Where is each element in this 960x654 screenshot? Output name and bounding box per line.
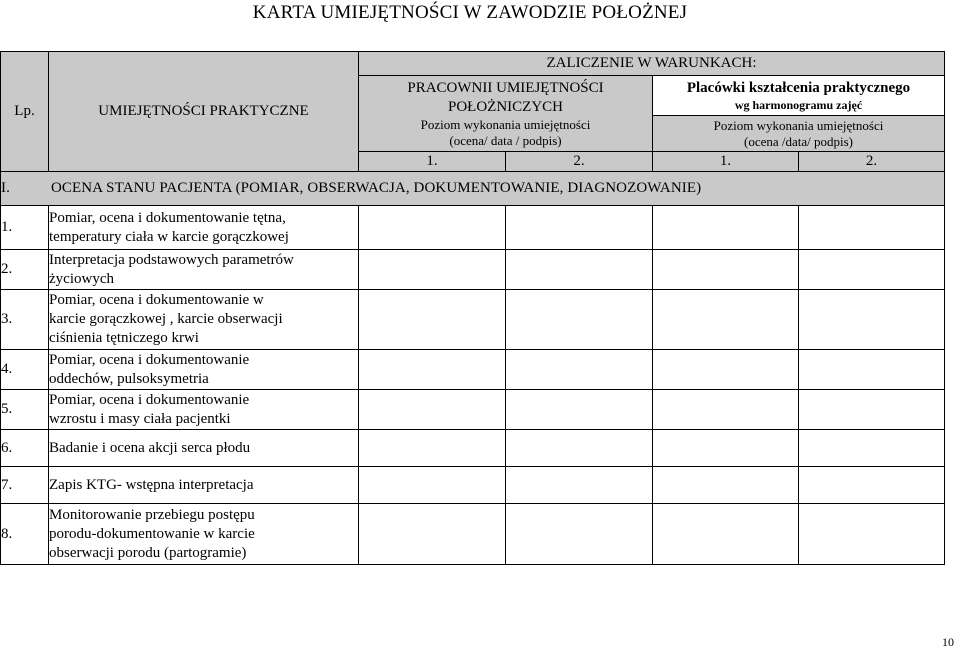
- placowki-title: Placówki kształcenia praktycznego: [686, 80, 911, 96]
- level-1-pracownia: 1.: [359, 152, 506, 172]
- skill-line: Pomiar, ocena i dokumentowanie: [49, 391, 250, 408]
- grade-cell[interactable]: [506, 430, 653, 467]
- skill-line: Pomiar, ocena i dokumentowanie w: [49, 292, 264, 308]
- grade-cell[interactable]: [799, 467, 945, 504]
- section-roman: I.: [1, 180, 10, 196]
- grade-cell[interactable]: [506, 250, 653, 290]
- placowki-level-1: Poziom wykonania umiejętności: [713, 117, 884, 133]
- skill-line: Badanie i ocena akcji serca płodu: [49, 439, 251, 456]
- grade-cell[interactable]: [359, 467, 506, 504]
- row-index: 1.: [1, 206, 49, 250]
- skill-cell: [49, 390, 359, 430]
- grade-cell[interactable]: [653, 250, 799, 290]
- pracownia-title-1: PRACOWNII UMIEJĘTNOŚCI: [407, 79, 604, 96]
- grade-cell[interactable]: [506, 504, 653, 565]
- pracownia-header: [359, 76, 653, 152]
- skill-line: oddechów, pulsoksymetria: [49, 370, 209, 387]
- grade-cell[interactable]: [799, 430, 945, 467]
- skill-cell: [49, 504, 359, 565]
- skill-cell: [49, 250, 359, 290]
- grade-cell[interactable]: [359, 206, 506, 250]
- grade-cell[interactable]: [799, 390, 945, 430]
- table-row: [1, 504, 945, 565]
- skill-line: Pomiar, ocena i dokumentowanie: [49, 351, 250, 368]
- grade-cell[interactable]: [799, 206, 945, 250]
- row-index: 2.: [1, 250, 49, 290]
- skill-line: porodu-dokumentowanie w karcie: [49, 525, 255, 542]
- row-index: 4.: [1, 350, 49, 390]
- document-title: KARTA UMIEJĘTNOŚCI W ZAWODZIE POŁOŻNEJ: [252, 2, 688, 23]
- grade-cell[interactable]: [506, 390, 653, 430]
- row-index: 6.: [1, 430, 49, 467]
- placowki-level-2: (ocena /data/ podpis): [743, 133, 853, 149]
- grade-cell[interactable]: [799, 250, 945, 290]
- skill-cell: [49, 350, 359, 390]
- pracownia-sub-2: (ocena/ data / podpis): [449, 132, 562, 148]
- skill-line: Interpretacja podstawowych parametrów: [49, 251, 294, 268]
- grade-cell[interactable]: [359, 430, 506, 467]
- row-index: 7.: [1, 467, 49, 504]
- grade-cell[interactable]: [653, 467, 799, 504]
- skills-table: [0, 51, 945, 565]
- skill-line: Pomiar, ocena i dokumentowanie tętna,: [49, 209, 286, 226]
- grade-cell[interactable]: [506, 467, 653, 504]
- table-row: [1, 430, 945, 467]
- page-number: 10: [942, 635, 954, 649]
- table-row: [1, 290, 945, 350]
- grade-cell[interactable]: [653, 290, 799, 350]
- skill-cell: [49, 290, 359, 350]
- pracownia-title-2: POŁOŻNICZYCH: [448, 98, 563, 115]
- skill-line: Monitorowanie przebiegu postępu: [49, 506, 255, 523]
- grade-cell[interactable]: [653, 206, 799, 250]
- skill-line: Zapis KTG- wstępna interpretacja: [49, 476, 254, 493]
- row-index: 5.: [1, 390, 49, 430]
- grade-cell[interactable]: [799, 350, 945, 390]
- level-1-placowki: 1.: [653, 152, 799, 172]
- skill-line: karcie gorączkowej , karcie obserwacji: [49, 311, 283, 327]
- skill-cell: [49, 467, 359, 504]
- grade-cell[interactable]: [653, 390, 799, 430]
- skill-line: ciśnienia tętniczego krwi: [49, 330, 199, 346]
- grade-cell[interactable]: [653, 504, 799, 565]
- skill-line: temperatury ciała w karcie gorączkowej: [49, 228, 289, 245]
- skills-header: UMIEJĘTNOŚCI PRAKTYCZNE: [49, 52, 359, 172]
- grade-cell[interactable]: [359, 350, 506, 390]
- grade-cell[interactable]: [506, 290, 653, 350]
- table-row: [1, 350, 945, 390]
- table-row: [1, 390, 945, 430]
- skill-line: życiowych: [49, 270, 114, 287]
- table-row: [1, 250, 945, 290]
- pracownia-sub-1: Poziom wykonania umiejętności: [420, 116, 591, 132]
- skill-line: obserwacji porodu (partogramie): [49, 544, 247, 561]
- grade-cell[interactable]: [359, 290, 506, 350]
- placowki-sub: wg harmonogramu zajęć: [734, 98, 863, 112]
- placowki-header: [653, 76, 945, 116]
- grade-cell[interactable]: [359, 390, 506, 430]
- skill-cell: [49, 430, 359, 467]
- row-index: 8.: [1, 504, 49, 565]
- row-index: 3.: [1, 290, 49, 350]
- section-title: OCENA STANU PACJENTA (POMIAR, OBSERWACJA, DOKUMENTOWANIE, DIAGNOZOWANIE): [51, 180, 702, 196]
- table-row: [1, 467, 945, 504]
- grade-cell[interactable]: [506, 206, 653, 250]
- grade-cell[interactable]: [653, 430, 799, 467]
- skill-line: wzrostu i masy ciała pacjentki: [49, 410, 231, 427]
- lp-header: Lp.: [1, 52, 49, 172]
- grade-cell[interactable]: [359, 250, 506, 290]
- grade-cell[interactable]: [506, 350, 653, 390]
- table-row: [1, 206, 945, 250]
- zaliczenie-header: ZALICZENIE W WARUNKACH:: [359, 52, 945, 76]
- grade-cell[interactable]: [799, 504, 945, 565]
- grade-cell[interactable]: [799, 290, 945, 350]
- level-2-placowki: 2.: [799, 152, 945, 172]
- grade-cell[interactable]: [359, 504, 506, 565]
- grade-cell[interactable]: [653, 350, 799, 390]
- placowki-level-header: [653, 116, 945, 152]
- level-2-pracownia: 2.: [506, 152, 653, 172]
- skill-cell: [49, 206, 359, 250]
- section-header: [1, 172, 945, 206]
